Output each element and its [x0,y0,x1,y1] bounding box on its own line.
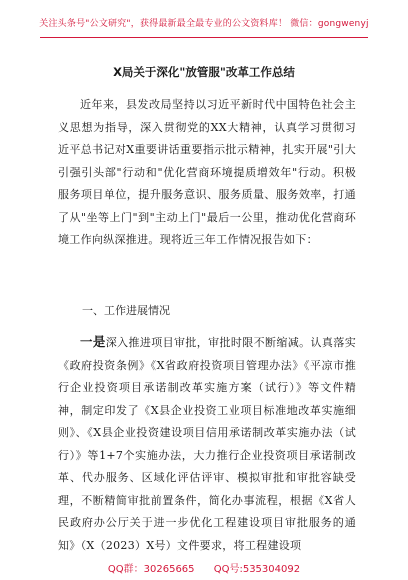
footer-qq-number: QQ号:535304092 [213,564,301,575]
footer-qq-group: QQ群：30265665 [107,564,195,575]
item1-text: 深入推进项目审批，审批时限不断缩减。认真落实《政府投资条例》《X省政府投资项目管理办法》《平凉市推行企业投资项目承诺制改革实施方案（试行）》等文件精神，制定印发了《X县企业投资工业项目标准地改革实施细则》、《X县企业投资建设项目信用承诺制改革实施办法（试行）》等1+7个实施办法，大力推行企业投资项目承诺制改革、代办服务、区域化评估评审、模拟审批和审批容缺受理，不断精简审批前置条件，简化办事流程，根据《X省人民政府办公厅关于进一步优化工程建设项目审批服务的通知》（X（2023）X号）文件要求，将工程建设项 [58,336,356,552]
footer-note [0,560,408,575]
intro-paragraph: 近年来，县发改局坚持以习近平新时代中国特色社会主义思想为指导，深入贯彻党的XX大精神，认真学习贯彻习近平总书记对X重要讲话重要指示批示精神，扎实开展"引大引强引头部"行动和"优化营商环境提质增效年"行动。积极服务项目单位，提升服务意识、服务质量、服务效率，打通了从"坐等上门"到"主动上门"最后一公里，推动优化营商环境工作向纵深推进。现将近三年工作情况报告如下： [58,98,356,246]
item1-paragraph [58,331,356,557]
header-divider [40,37,368,38]
document-title: X局关于深化"放管服"改革工作总结 [113,65,295,79]
item1-lead: 一是 [80,334,106,349]
header-note: 关注头条号"公文研究"，获得最新最全最专业的公文资料库！ 微信：gongwenyj [39,19,369,29]
section-heading: 一、工作进展情况 [82,304,170,317]
